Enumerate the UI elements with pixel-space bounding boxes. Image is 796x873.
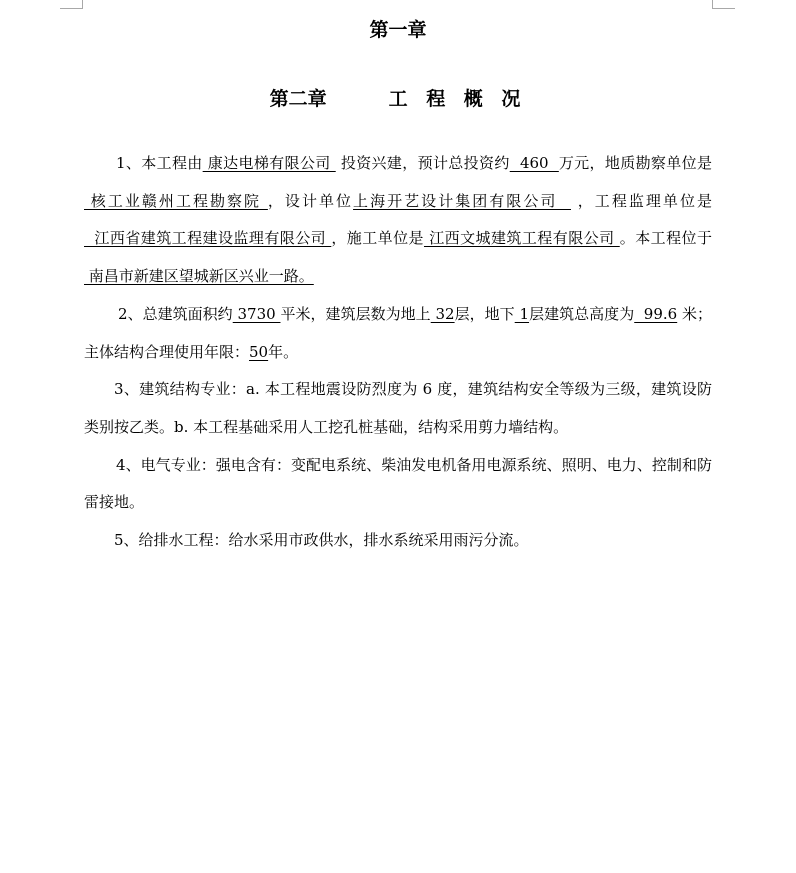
text-segment: ，设计单位 [267,191,354,210]
text-segment: 年。 [268,342,299,361]
paragraph-electrical: 4、电气专业：强电含有：变配电系统、柴油发电机备用电源系统、照明、电力、控制和防雷接地。 [84,455,712,512]
page-corner-mark-right [712,0,735,9]
text-segment: 平米，建筑层数为地上 [280,304,431,323]
text-segment: 层建筑总高度为 [529,304,635,323]
paragraph-plumbing: 5、给排水工程：给水采用市政供水，排水系统采用雨污分流。 [114,531,529,550]
owner-field: 康达电梯有限公司 [202,154,336,172]
supervision-unit-field: 江西省建筑工程建设监理有限公司 [84,229,332,248]
location-field: 南昌市新建区望城新区兴业一路。 [84,267,314,286]
paragraph-building-scale [84,296,712,371]
text-segment: 投资兴建，预计总投资约 [335,154,510,172]
chapter-two-heading [0,87,796,111]
construction-unit-field: 江西文城建筑工程有限公司 [423,229,620,248]
investment-field: 460 [509,154,559,172]
text-segment: 米；主体结构合理使用年限： [84,304,713,361]
design-unit-field: 上海开艺设计集团有限公司 [353,191,571,210]
text-segment: 。本工程位于 [619,229,712,248]
text-segment: 1、本工程由 [116,154,203,172]
page-corner-mark-left [60,0,83,9]
area-field: 3730 [232,304,281,323]
service-life-field: 50 [249,342,269,361]
text-segment: ，施工单位是 [331,229,424,248]
text-segment: 万元，地质勘察单位是 [558,154,712,172]
height-field: 99.6 [634,304,678,323]
survey-unit-field: 核工业赣州工程勘察院 [84,191,268,210]
chapter-two-number: 第二章 [269,88,327,110]
text-segment: 2、总建筑面积约 [118,304,233,323]
text-segment: ，工程监理单位是 [570,191,712,210]
document-body [84,145,712,560]
chapter-one-heading: 第一章 [369,19,427,41]
floors-below-field: 1 [514,304,530,323]
chapter-two-title: 工 程 概 况 [388,88,527,110]
floors-above-field: 32 [430,304,455,323]
paragraph-project-overview [84,145,712,296]
text-segment: 层，地下 [454,304,515,323]
paragraph-structure: 3、建筑结构专业：a. 本工程地震设防烈度为 6 度，建筑结构安全等级为三级，建筑设防类别按乙类。b. 本工程基础采用人工挖孔桩基础，结构采用剪力墙结构。 [84,380,712,436]
